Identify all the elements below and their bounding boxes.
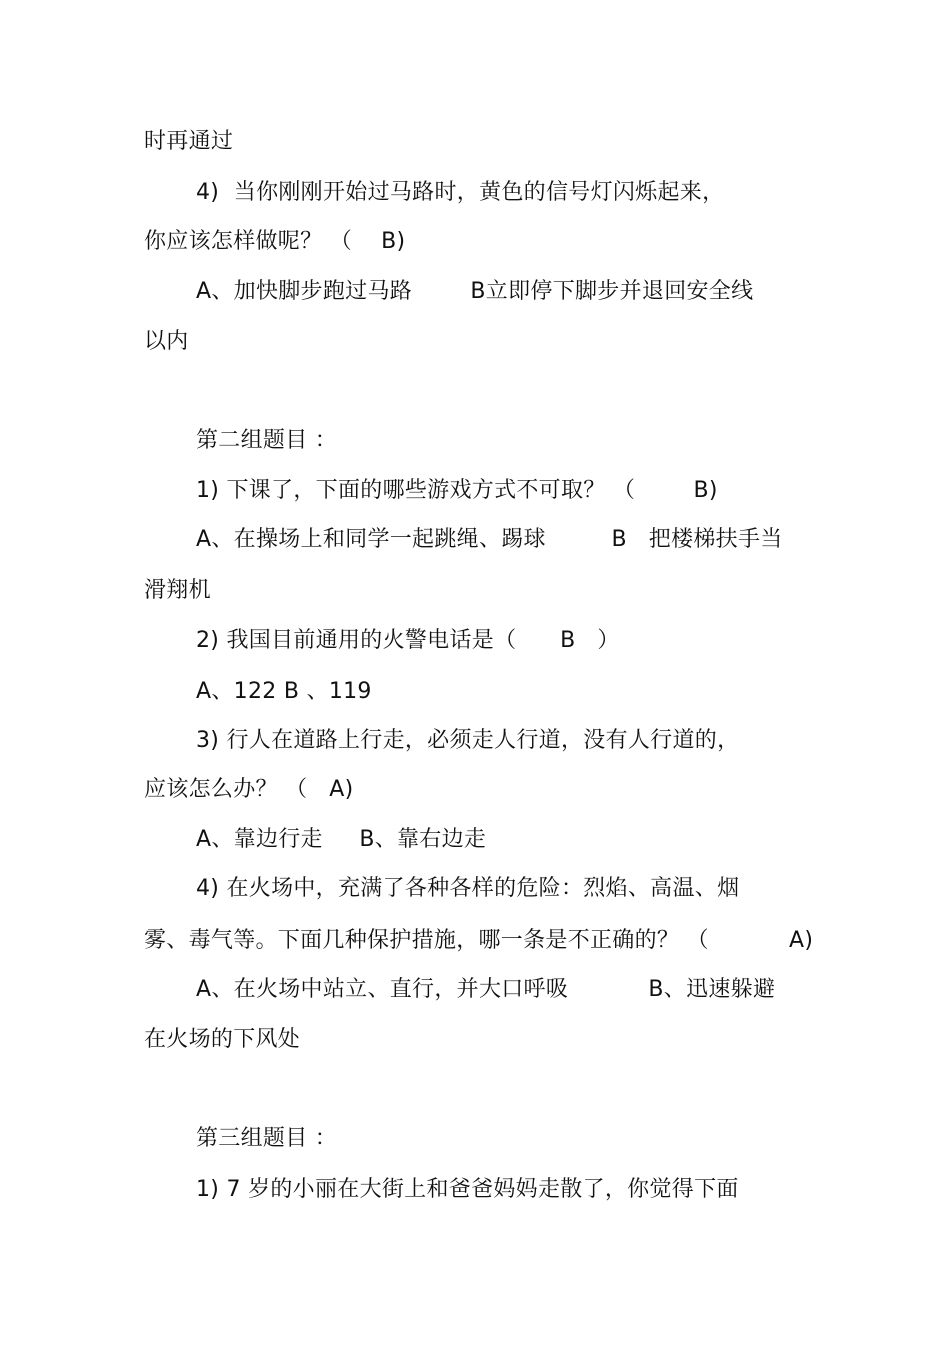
question-text: 2) 我国目前通用的火警电话是（ B ） xyxy=(196,628,620,653)
text-line: 在火场的下风处 xyxy=(144,1027,301,1052)
text-line: 滑翔机 xyxy=(144,578,211,603)
question-text: 4) 在火场中，充满了各种各样的危险：烈焰、高温、烟 xyxy=(196,876,740,901)
question-text: 1) 7 岁的小丽在大街上和爸爸妈妈走散了，你觉得下面 xyxy=(196,1177,739,1202)
question-text: 4) 当你刚刚开始过马路时，黄色的信号灯闪烁起来， xyxy=(196,180,725,205)
text-line: 时再通过 xyxy=(144,129,234,154)
answer-options: A、加快脚步跑过马路 B立即停下脚步并退回安全线 xyxy=(196,279,754,304)
answer-options: A、在操场上和同学一起跳绳、踢球 B 把楼梯扶手当 xyxy=(196,527,783,552)
question-text: 3) 行人在道路上行走，必须走人行道，没有人行道的， xyxy=(196,728,740,753)
question-text: 雾、毒气等。下面几种保护措施，哪一条是不正确的？ （ A) xyxy=(144,928,814,953)
answer-options: A、靠边行走 B、靠右边走 xyxy=(196,827,487,852)
question-text: 你应该怎样做呢？ （ B) xyxy=(144,229,406,254)
text-line: 以内 xyxy=(144,329,189,354)
question-text: 应该怎么办？ （ A) xyxy=(144,777,354,802)
answer-options: A、122 B 、119 xyxy=(196,679,372,704)
section-heading: 第三组题目 ： xyxy=(196,1126,338,1151)
answer-options: A、在火场中站立、直行，并大口呼吸 B、迅速躲避 xyxy=(196,977,776,1002)
question-text: 1) 下课了，下面的哪些游戏方式不可取？ （ B) xyxy=(196,478,718,503)
section-heading: 第二组题目 ： xyxy=(196,428,338,453)
